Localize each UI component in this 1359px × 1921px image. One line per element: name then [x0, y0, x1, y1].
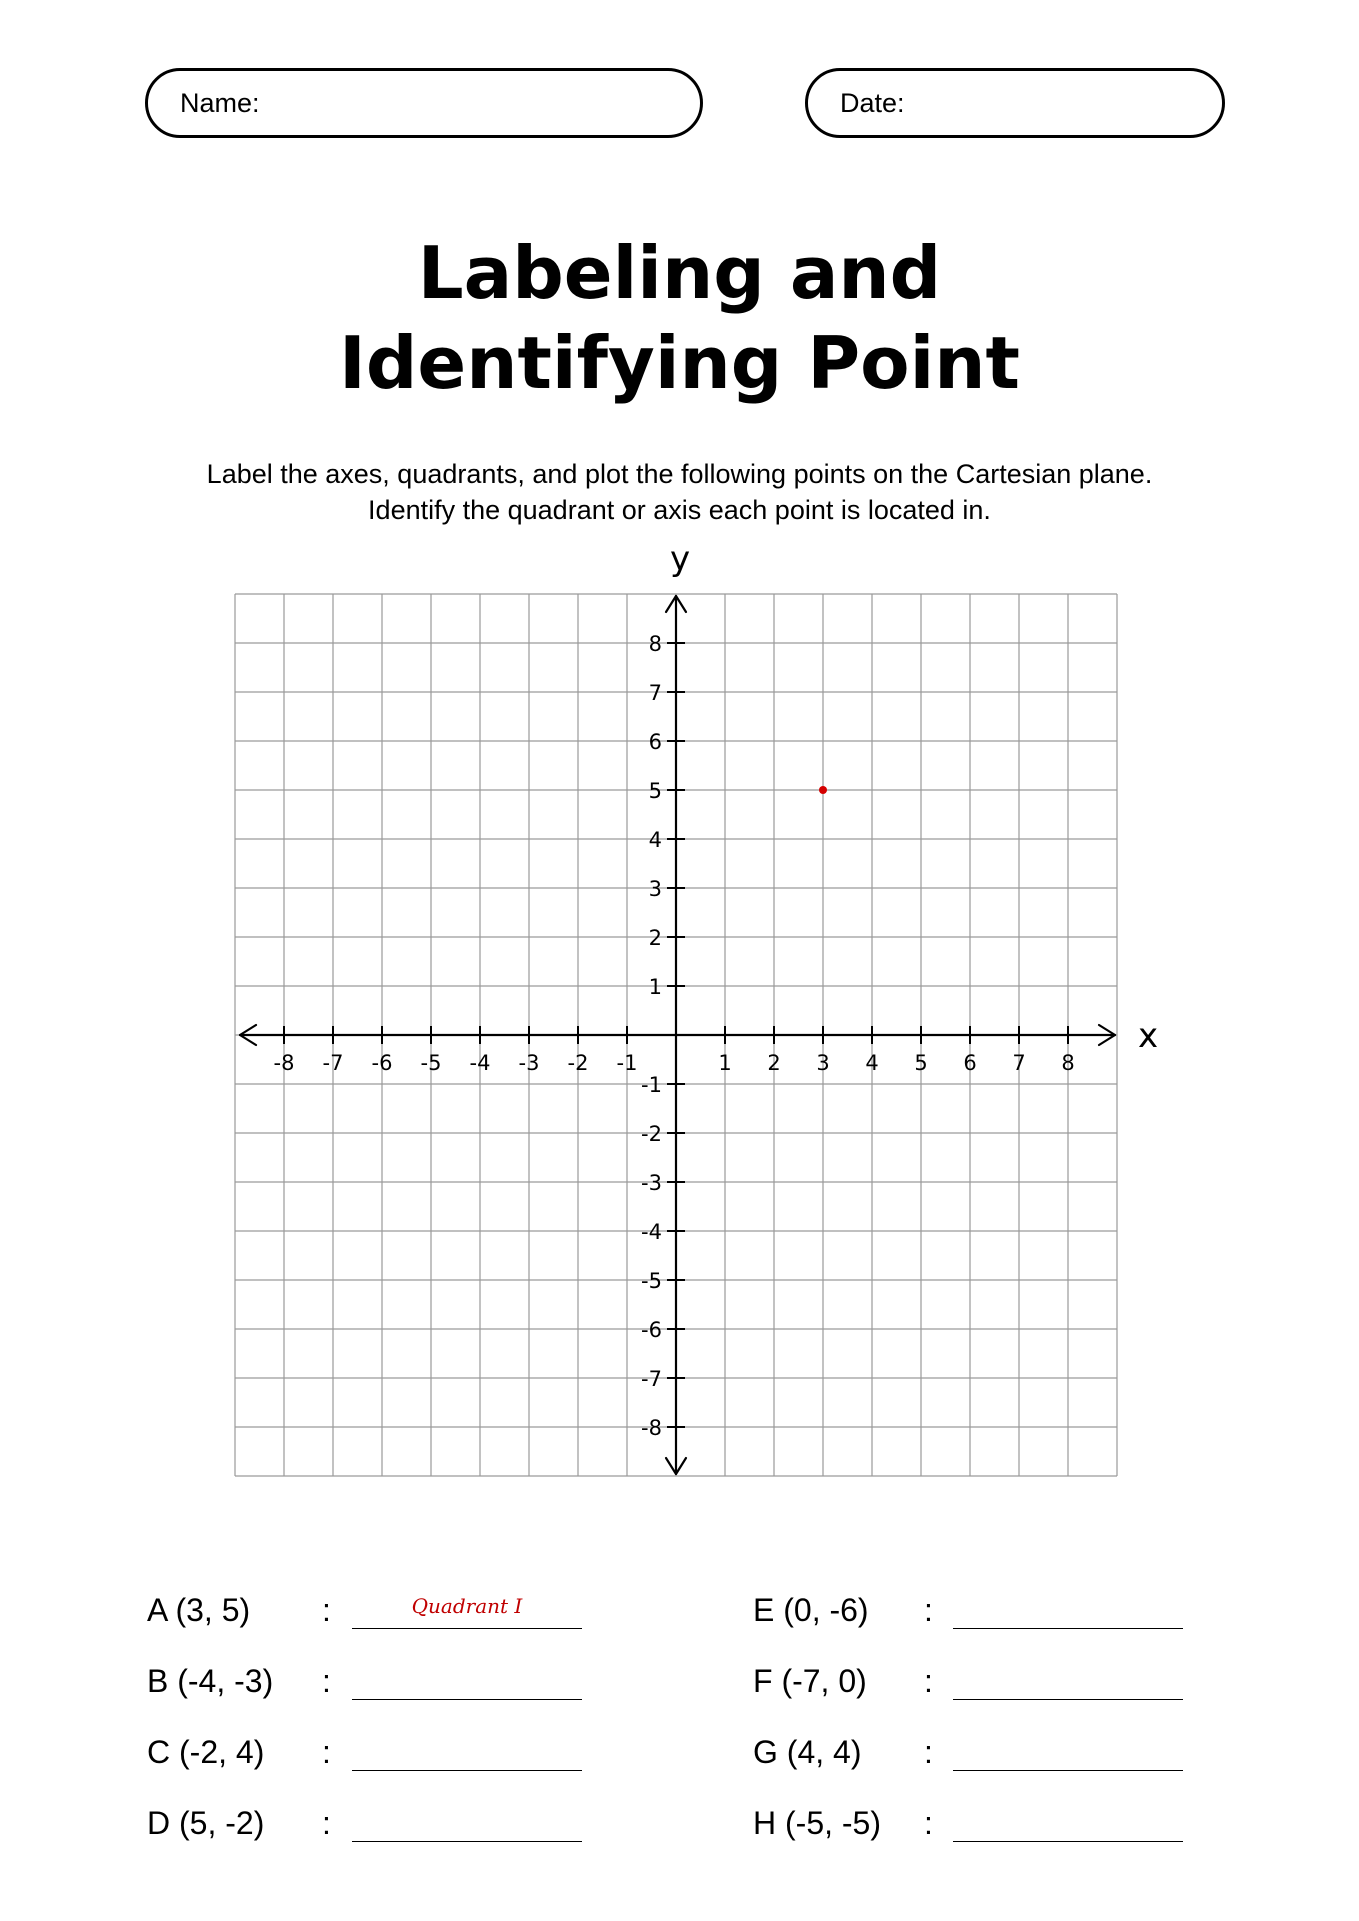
colon: : [322, 1663, 331, 1699]
date-label: Date: [840, 87, 905, 118]
title-line-1: Labeling and [417, 231, 942, 315]
y-tick-label: -7 [641, 1367, 662, 1391]
point-label: G (4, 4) [753, 1734, 862, 1770]
axes [240, 596, 1115, 1474]
date-input[interactable] [915, 82, 1254, 124]
colon: : [924, 1663, 933, 1699]
point-label: A (3, 5) [147, 1592, 251, 1628]
colon: : [924, 1734, 933, 1770]
y-tick-label: 2 [648, 926, 662, 950]
colon: : [322, 1805, 331, 1841]
point-label: C (-2, 4) [147, 1734, 265, 1770]
answer-line[interactable] [953, 1628, 1183, 1629]
y-tick-label: 7 [648, 681, 662, 705]
y-tick-label: 1 [648, 975, 662, 999]
x-tick-label: -8 [273, 1051, 295, 1075]
plotted-point [819, 786, 827, 794]
point-label: B (-4, -3) [147, 1663, 274, 1699]
answer-line[interactable] [953, 1841, 1183, 1842]
x-tick-label: -2 [567, 1051, 589, 1075]
y-tick-label: 3 [648, 877, 662, 901]
answer-line[interactable] [352, 1841, 582, 1842]
x-tick-label: -6 [371, 1051, 393, 1075]
colon: : [924, 1805, 933, 1841]
answer-text: Quadrant I [411, 1594, 523, 1618]
y-tick-label: -8 [641, 1416, 662, 1440]
y-tick-label: -5 [641, 1269, 662, 1293]
cartesian-plane [0, 540, 1359, 1500]
colon: : [322, 1592, 331, 1628]
y-tick-label: -6 [641, 1318, 662, 1342]
x-tick-label: -5 [420, 1051, 442, 1075]
instructions-line-1: Label the axes, quadrants, and plot the following points on the Cartesian plane. [206, 459, 1153, 489]
x-tick-label: 1 [718, 1051, 732, 1075]
y-tick-label: 6 [648, 730, 662, 754]
answer-line[interactable] [953, 1699, 1183, 1700]
x-tick-label: 5 [914, 1051, 928, 1075]
name-input[interactable] [270, 82, 700, 124]
colon: : [322, 1734, 331, 1770]
point-label: F (-7, 0) [753, 1663, 867, 1699]
plotted-points [819, 786, 827, 794]
page-title [0, 228, 1359, 408]
y-axis-label: y [669, 540, 691, 579]
answer-line[interactable] [352, 1699, 582, 1700]
y-tick-label: 8 [648, 632, 662, 656]
point-label: D (5, -2) [147, 1805, 265, 1841]
answer-line[interactable] [352, 1628, 582, 1629]
instructions-line-2: Identify the quadrant or axis each point is located in. [368, 495, 991, 525]
y-tick-label: -2 [641, 1122, 662, 1146]
x-tick-label: 3 [816, 1051, 830, 1075]
x-tick-label: -4 [469, 1051, 491, 1075]
answer-line[interactable] [953, 1770, 1183, 1771]
name-label: Name: [180, 87, 260, 118]
y-tick-label: -1 [641, 1073, 662, 1097]
y-tick-label: -4 [641, 1220, 662, 1244]
instructions [0, 456, 1359, 528]
x-tick-label: 7 [1012, 1051, 1026, 1075]
x-tick-label: 8 [1061, 1051, 1075, 1075]
x-tick-label: 2 [767, 1051, 781, 1075]
y-tick-label: -3 [641, 1171, 662, 1195]
x-tick-label: 6 [963, 1051, 977, 1075]
date-field[interactable] [805, 68, 1225, 138]
colon: : [924, 1592, 933, 1628]
x-axis-label: x [1137, 1016, 1159, 1056]
x-tick-label: -3 [518, 1051, 540, 1075]
name-field[interactable] [145, 68, 703, 138]
x-tick-label: -7 [322, 1051, 344, 1075]
point-label: E (0, -6) [753, 1592, 869, 1628]
point-label: H (-5, -5) [753, 1805, 881, 1841]
answer-line[interactable] [352, 1770, 582, 1771]
x-tick-label: 4 [865, 1051, 879, 1075]
y-tick-label: 4 [648, 828, 662, 852]
y-tick-label: 5 [648, 779, 662, 803]
title-line-2: Identifying Point [339, 321, 1020, 405]
x-tick-label: -1 [616, 1051, 638, 1075]
